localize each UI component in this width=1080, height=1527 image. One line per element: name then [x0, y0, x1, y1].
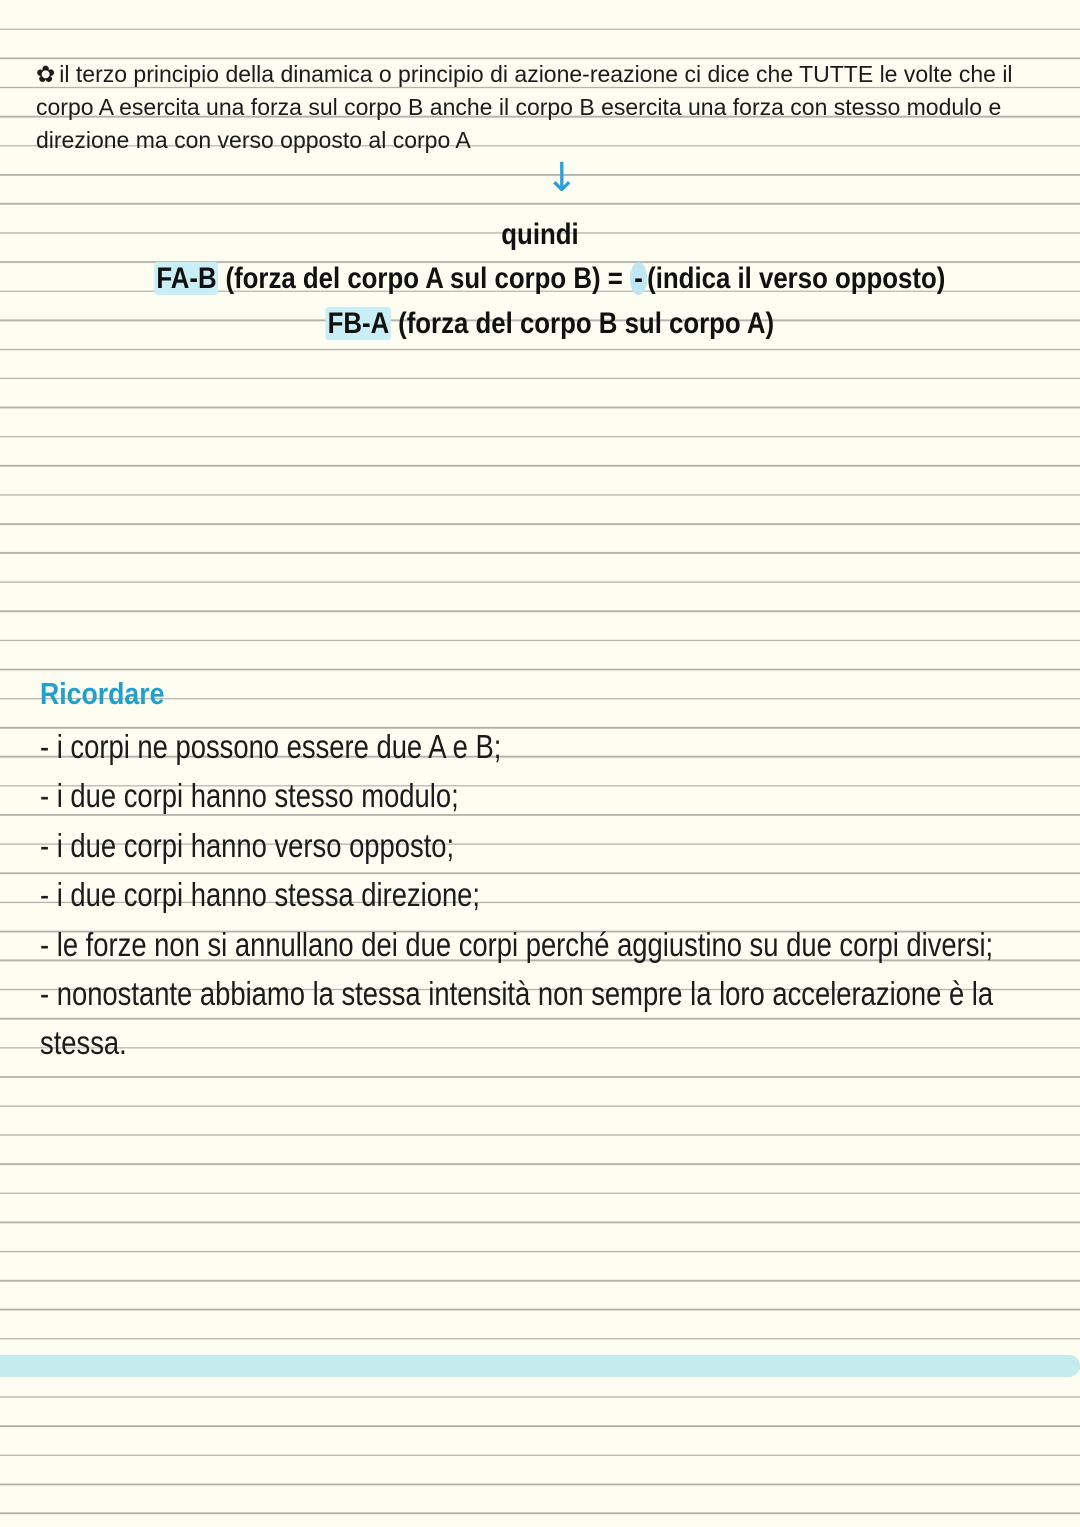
- ricordare-list: [40, 722, 995, 1068]
- minus-description: (indica il verso opposto): [647, 262, 946, 295]
- fab-description: (forza del corpo A sul corpo B) =: [225, 262, 623, 295]
- formula-line-fab: [86, 262, 1015, 296]
- quindi-heading: quindi: [501, 218, 579, 251]
- fba-description: (forza del corpo B sul corpo A): [398, 307, 775, 340]
- arrow-down-icon: ↓: [545, 155, 579, 201]
- intro-paragraph: [36, 58, 1051, 157]
- fab-label: FA-B: [156, 262, 217, 295]
- ricordare-title: Ricordare: [40, 676, 165, 711]
- list-item: - nonostante abbiamo la stessa intensità non sempre la loro accelerazione è la stessa.: [40, 975, 994, 1062]
- list-item: - i due corpi hanno verso opposto;: [40, 826, 455, 864]
- list-item: - i corpi ne possono essere due A e B;: [40, 728, 502, 765]
- fba-label: FB-A: [327, 307, 390, 340]
- highlight-band: [0, 1355, 1080, 1377]
- minus-sign: -: [630, 262, 647, 295]
- intro-text: il terzo principio della dinamica o principio di azione-reazione ci dice che TUTTE le volte che il corpo A esercita una forza sul corpo B anche il corpo B esercita una forza con stesso modulo e direzione ma con verso opposto al corpo A: [36, 61, 1013, 153]
- list-item: - i due corpi hanno stesso modulo;: [40, 777, 459, 815]
- formula-line-fba: [86, 307, 1015, 341]
- list-item: - i due corpi hanno stessa direzione;: [40, 876, 481, 914]
- flower-bullet-icon: ✿: [36, 61, 56, 87]
- list-item: - le forze non si annullano dei due corpi perché aggiustino su due corpi diversi;: [40, 925, 994, 963]
